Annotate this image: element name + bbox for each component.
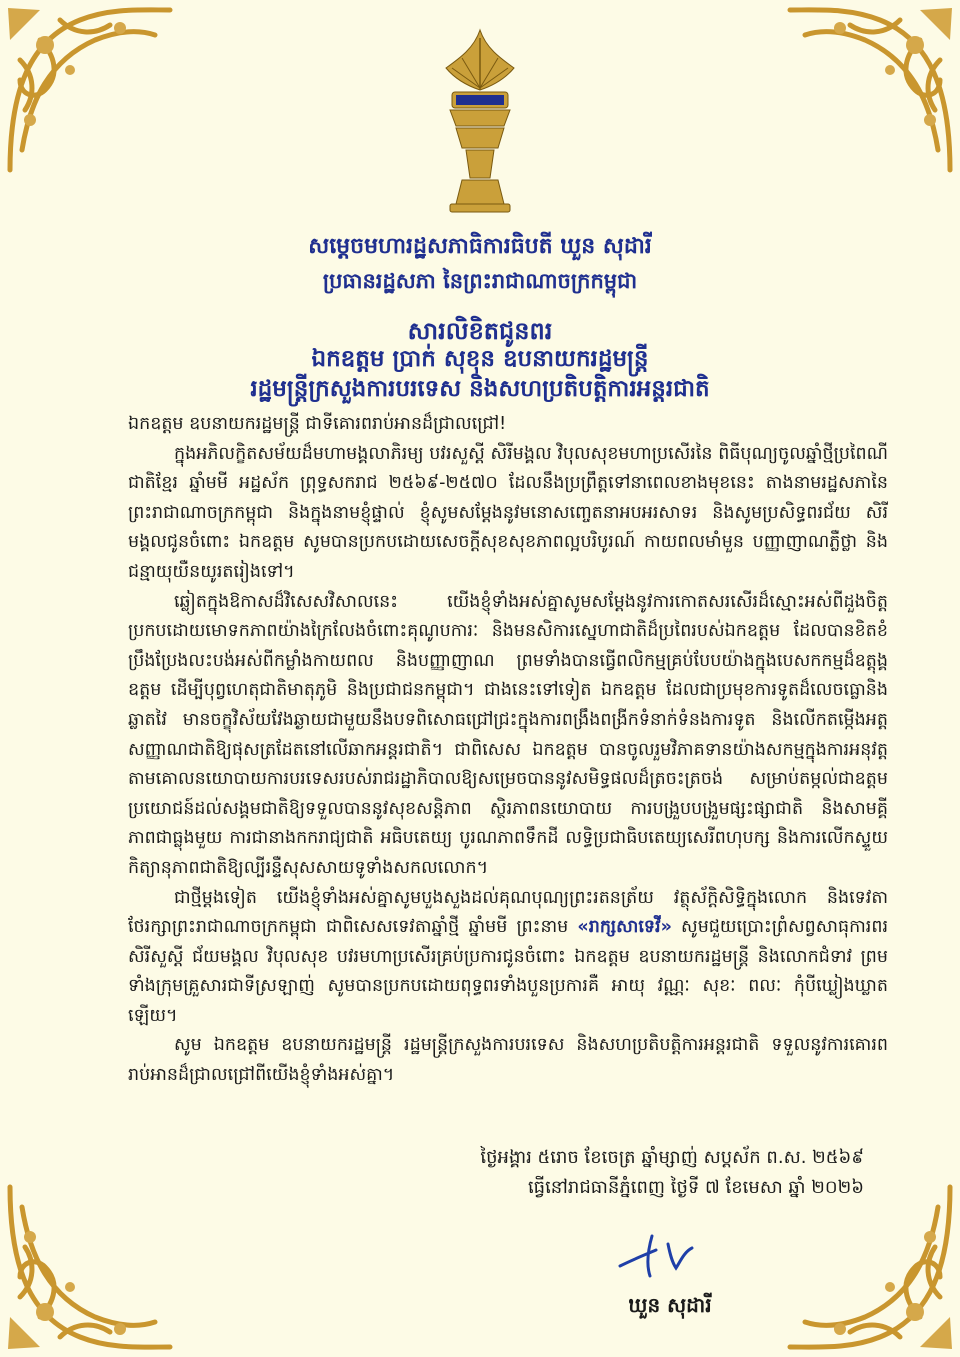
signer-name: ឃួន សុដារី bbox=[628, 1293, 712, 1317]
sender-name: សម្តេចមហារដ្ឋសភាធិការធិបតី ឃួន សុដារី bbox=[308, 234, 652, 259]
paragraph-3-part-2: សូមជួយប្រោះព្រំសព្វសាធុការពរ សិរីសួស្តី ជ័យមង្គល វិបុលសុខ បវរមហាប្រសើរគ្រប់ប្រការជូនចំពោះ ឯកឧត្តម ឧបនាយករដ្ឋមន្ត្រី និងលោកជំទាវ ព្រមទាំងក្រុមគ្រួសារជាទីស្រឡាញ់ សូមបានប្រកបដោយពុទ្ធពរទាំងបួនប្រការគឺ អាយុ វណ្ណៈ សុខៈ ពលៈ កុំបីឃ្លៀងឃ្លាតឡើយ។ bbox=[128, 917, 888, 1026]
sender-title: ប្រធានរដ្ឋសភា នៃព្រះរាជាណាចក្រកម្ពុជា bbox=[322, 269, 638, 293]
paragraph-4: សូម ឯកឧត្តម ឧបនាយករដ្ឋមន្ត្រី រដ្ឋមន្ត្រីក្រសួងការបរទេស និងសហប្រតិបត្តិការអន្តរជាតិ ទទួលនូវការគោរពរាប់អានដ៏ជ្រាលជ្រៅពីយើងខ្ញុំទាំងអស់គ្នា។ bbox=[128, 1035, 888, 1086]
date-solar: ធ្វើនៅរាជធានីភ្នំពេញ ថ្ងៃទី ៧ ខែមេសា ឆ្នាំ ២០២៦ bbox=[527, 1177, 864, 1198]
paragraph-1: ក្នុងអភិលក្ខិតសម័យដ៏មហាមង្គលាភិរម្យ បវរសួស្តី សិរីមង្គល វិបុលសុខមហាប្រសើរនៃ ពិធីបុណ្យចូលឆ្នាំថ្មីប្រពៃណីជាតិខ្មែរ ឆ្នាំមមី អដ្ឋស័ក ព្រុទ្ធសករាជ ២៥៦៩-២៥៧០ ដែលនឹងប្រព្រឹត្តទៅនាពេលខាងមុខនេះ តាងនាមរដ្ឋសភានៃព្រះរាជាណាចក្រកម្ពុជា និងក្នុងនាមខ្ញុំផ្ទាល់ ខ្ញុំសូមសម្តែងនូវមនោសញ្ចេតនាអបអរសាទរ និងសូមប្រសិទ្ធពរជ័យ សិរីមង្គលជូនចំពោះ ឯកឧត្តម សូមបានប្រកបដោយសេចក្តីសុខសុខភាពល្អបរិបូរណ៍ កាយពលមាំមួន បញ្ញាញាណភ្លឺថ្លា និងជន្មាយុយឺនយូរតរៀងទៅ។ bbox=[128, 443, 888, 582]
corner-ornament-bottom-right bbox=[780, 1177, 960, 1357]
date-lunar: ថ្ងៃអង្គារ ៥រោច ខែចេត្រ ឆ្នាំម្សាញ់ សប្តស័ក ព.ស. ២៥៦៩ bbox=[480, 1147, 864, 1168]
corner-ornament-top-left bbox=[0, 0, 180, 180]
paragraph-3-part-1: ជាថ្មីម្តងទៀត យើងខ្ញុំទាំងអស់គ្នាសូមបួងសួងដល់គុណបុណ្យព្រះរតនត្រ័យ វត្ថុស័ក្តិសិទ្ធិក្នុងលោក និងទេវតាថែរក្សាព្រះរាជាណាចក្រកម្ពុជា ជាពិសេសទេវតាឆ្នាំថ្មី ឆ្នាំមមី ព្រះនាម bbox=[128, 887, 888, 938]
national-assembly-emblem-icon bbox=[442, 28, 518, 214]
recipient-name: ឯកឧត្តម ប្រាក់ សុខុន ឧបនាយករដ្ឋមន្ត្រី bbox=[311, 346, 649, 372]
new-year-deity-name: «រាក្សសាទេវី» bbox=[577, 917, 672, 938]
corner-ornament-bottom-left bbox=[0, 1177, 180, 1357]
letter-body bbox=[128, 410, 888, 1091]
paragraph-2: ឆ្លៀតក្នុងឱកាសដ៏វិសេសវិសាលនេះ យើងខ្ញុំទាំងអស់គ្នាសូមសម្តែងនូវការកោតសរសើរដ៏ស្មោះអស់ពីដួងចិត្តប្រកបដោយមោទកភាពយ៉ាងក្រៃលែងចំពោះគុណូបការៈ និងមនសិការស្នេហាជាតិដ៏ប្រពៃរបស់ឯកឧត្តម ដែលបានខិតខំប្រឹងប្រែងលះបង់អស់ពីកម្លាំងកាយពល និងបញ្ញាញាណ ព្រមទាំងបានធ្វើពលិកម្មគ្រប់បែបយ៉ាងក្នុងបេសកកម្មដ៏ឧត្តុង្គឧត្តម ដើម្បីបុព្វហេតុជាតិមាតុភូមិ និងប្រជាជនកម្ពុជា។ ជាងនេះទៅទៀត ឯកឧត្តម ដែលជាប្រមុខការទូតដ៏លេចធ្លោនិងឆ្លាតវៃ មានចក្ខុវិស័យវែងឆ្ងាយជាមួយនឹងបទពិសោធជ្រៅជ្រះក្នុងការពង្រឹងពង្រីកទំនាក់ទំនងការទូត និងលើកតម្កើងអត្តសញ្ញាណជាតិឱ្យផុសត្រដែតនៅលើឆាកអន្តរជាតិ។ ជាពិសេស ឯកឧត្តម បានចូលរួមវិភាគទានយ៉ាងសកម្មក្នុងការអនុវត្តតាមគោលនយោបាយការបរទេសរបស់រាជរដ្ឋាភិបាលឱ្យសម្រេចបាននូវសមិទ្ធផលដ៏ត្រចះត្រចង់ សម្រាប់តម្កល់ជាឧត្តមប្រយោជន៍ដល់សង្គមជាតិឱ្យទទួលបាននូវសុខសន្តិភាព ស្ថិរភាពនយោបាយ ការបង្រួបបង្រួមផ្សះផ្សាជាតិ និងសាមគ្គីភាពជាធ្លុងមួយ ការជានាងកករាជ្យជាតិ អធិបតេយ្យ បូរណភាពទឹកដី លទ្ធិប្រជាធិបតេយ្យសេរីពហុបក្ស និងការលើកស្ទួយកិត្យានុភាពជាតិឱ្យល្បីរន្ទឺសុសសាយទូទាំងសកលលោក។ bbox=[128, 591, 888, 878]
corner-ornament-top-right bbox=[780, 0, 960, 180]
letter-heading: សារលិខិតជូនពរ bbox=[407, 317, 553, 345]
handwritten-signature bbox=[612, 1230, 702, 1280]
salutation: ឯកឧត្តម ឧបនាយករដ្ឋមន្ត្រី ជាទីគោរពរាប់អានដ៏ជ្រាលជ្រៅ! bbox=[128, 414, 507, 434]
recipient-title: រដ្ឋមន្ត្រីក្រសួងការបរទេស និងសហប្រតិបត្តិការអន្តរជាតិ bbox=[250, 376, 710, 402]
paragraph-3 bbox=[128, 884, 888, 1032]
